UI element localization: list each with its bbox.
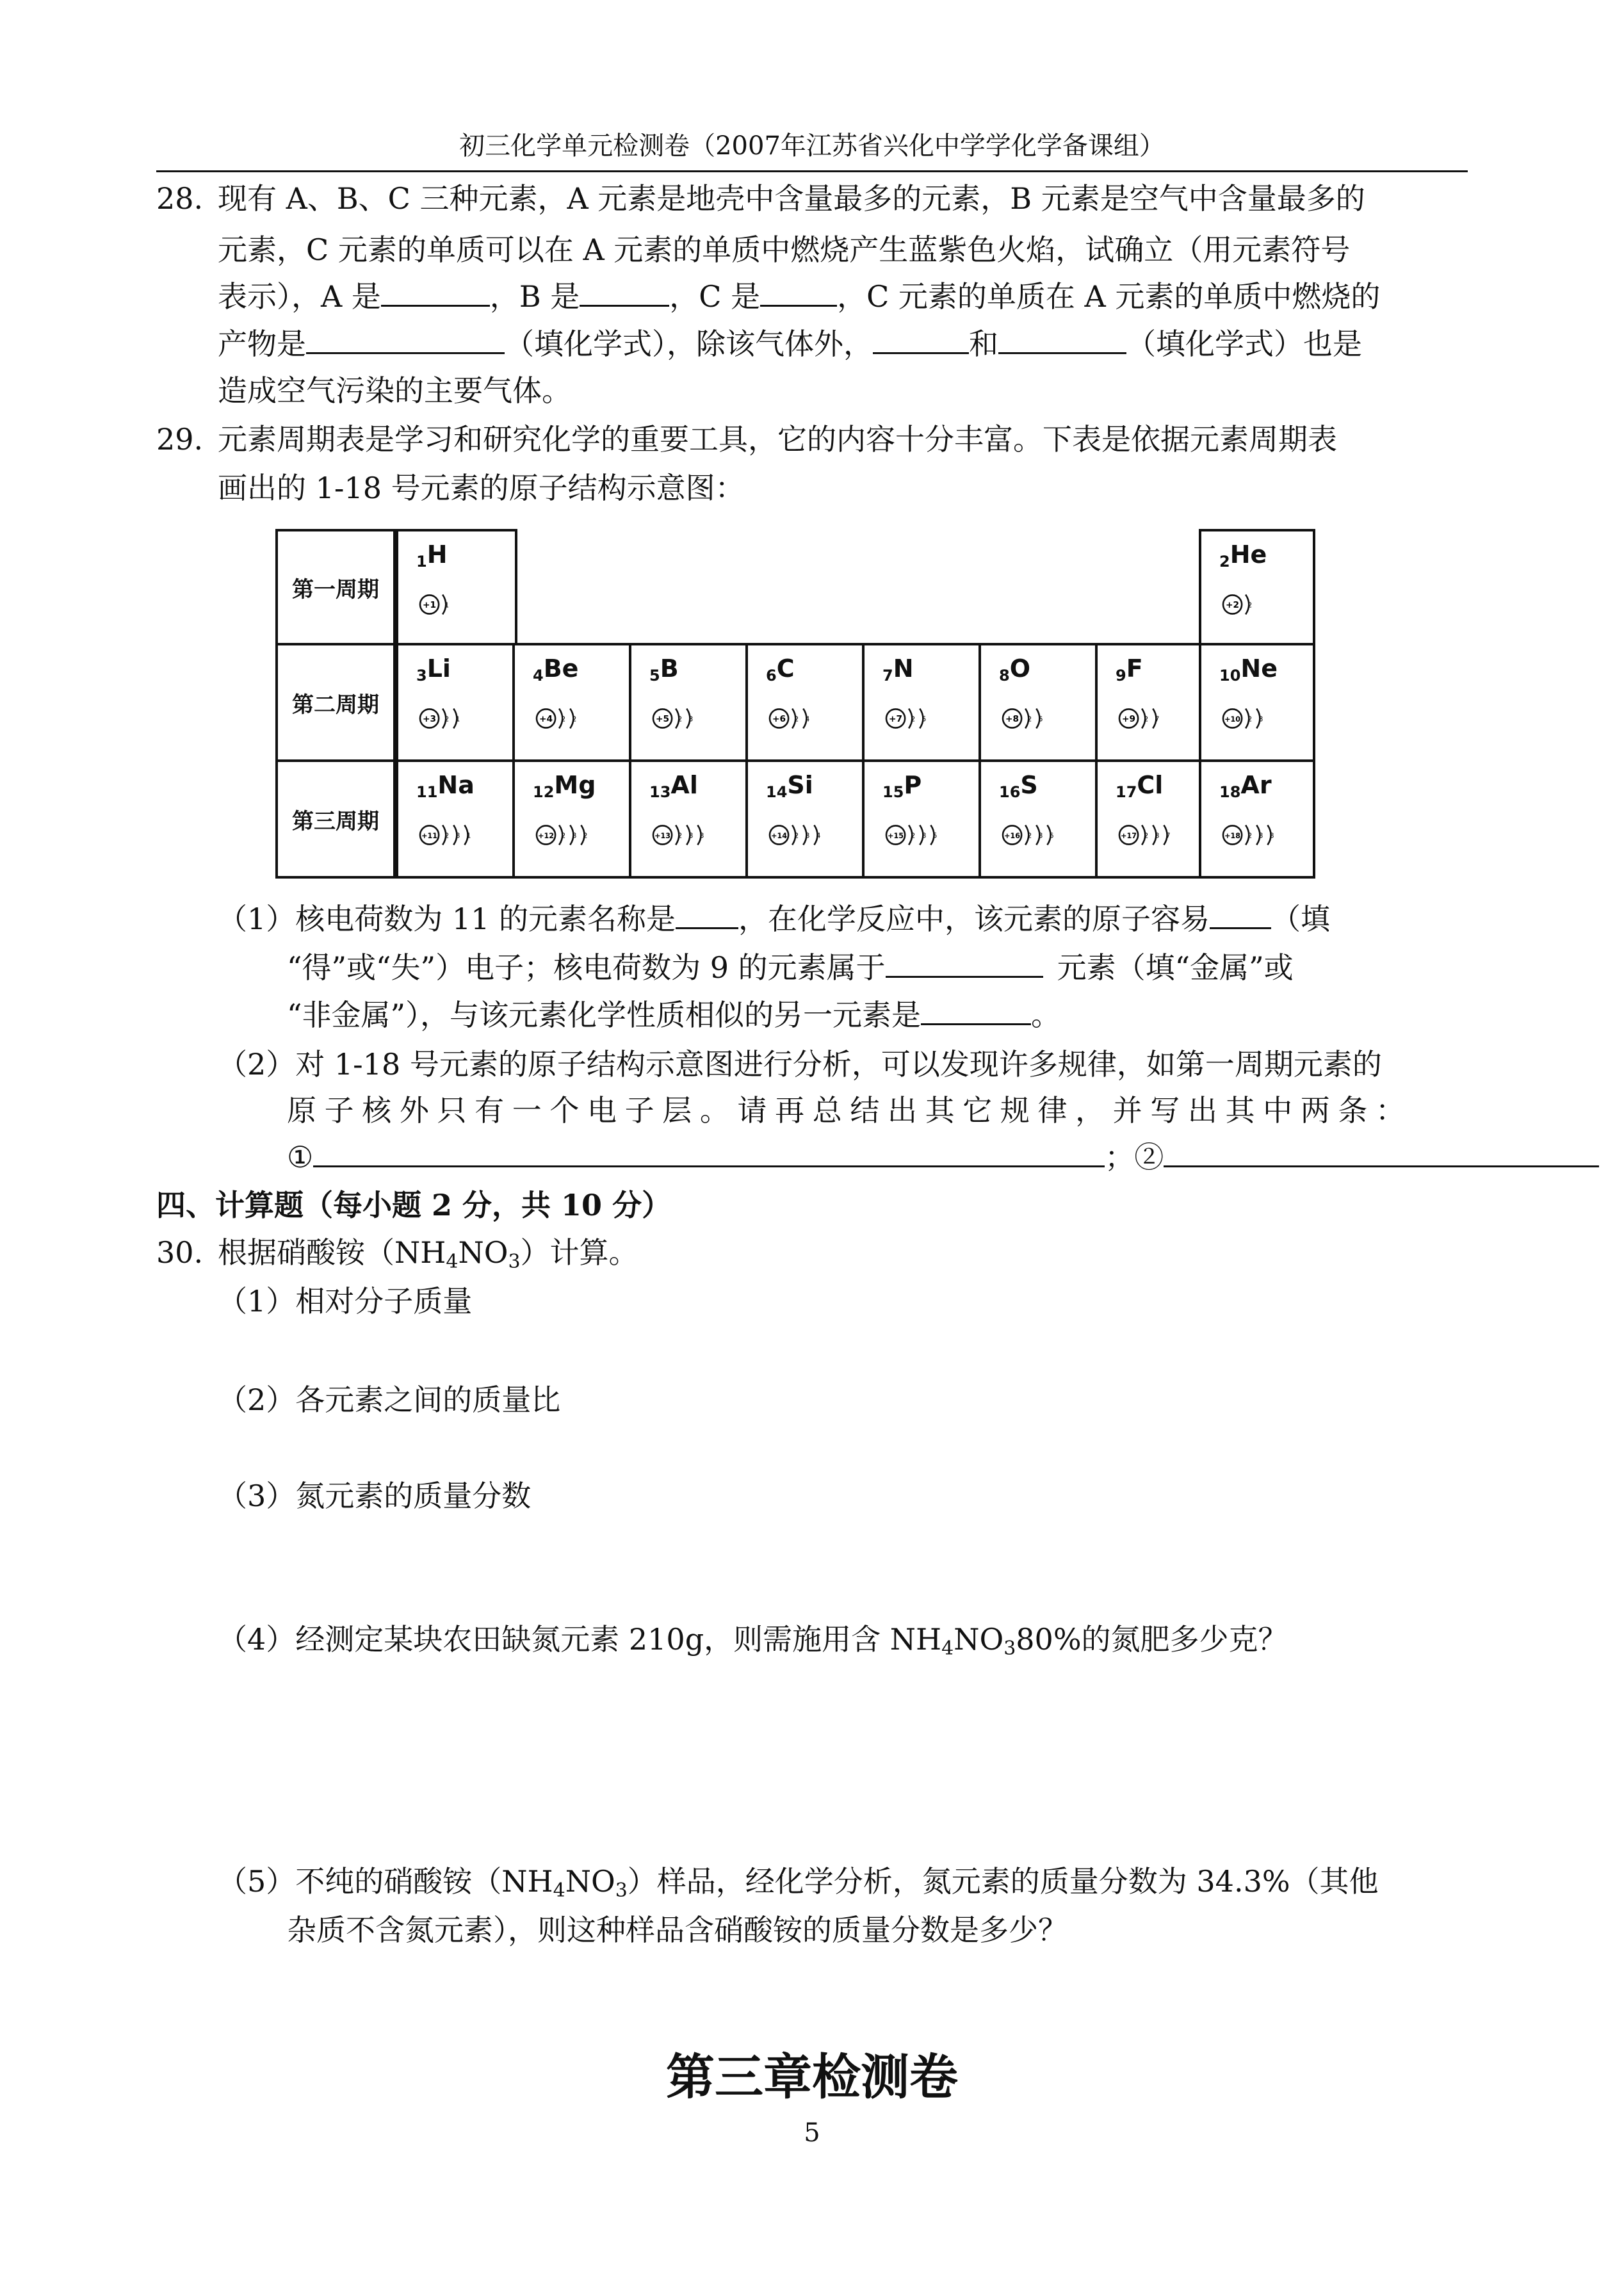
periodic-table <box>275 529 1313 879</box>
q30-text: （4）经测定某块农田缺氮元素 210g，则需施用含 NH <box>218 1622 942 1657</box>
symbol-text: Na <box>437 771 475 799</box>
atomic-number: 11 <box>416 783 438 801</box>
symbol-text: Be <box>543 654 579 683</box>
electron-count: 2 <box>678 832 683 840</box>
electron-count: 7 <box>1155 715 1160 724</box>
element-symbol <box>1116 654 1143 685</box>
q29-part1-line2 <box>287 948 1294 987</box>
electron-count: 6 <box>1049 832 1054 840</box>
electron-count: 2 <box>1247 832 1253 840</box>
answer-blank-product[interactable] <box>306 324 505 354</box>
electron-count: 2 <box>444 832 450 840</box>
electron-count: 2 <box>794 715 799 724</box>
q28-text: ，C 是 <box>669 279 761 314</box>
nucleus-charge: +14 <box>771 832 787 841</box>
q29-text: 元素（填“金属”或 <box>1057 950 1294 985</box>
element-symbol <box>882 771 922 801</box>
symbol-text: Al <box>670 771 698 799</box>
element-symbol <box>766 654 795 685</box>
q28-text: （填化学式）也是 <box>1126 327 1362 361</box>
element-symbol <box>649 771 698 801</box>
nucleus-charge: +18 <box>1224 832 1240 841</box>
q28-text: 产物是 <box>218 327 306 361</box>
element-symbol <box>766 771 813 801</box>
symbol-text: Cl <box>1137 771 1164 799</box>
symbol-text: Li <box>426 654 451 683</box>
electron-count: 8 <box>1038 832 1043 840</box>
atom-structure-diagram <box>882 812 959 858</box>
electron-count: 2 <box>444 715 450 724</box>
atom-structure-diagram <box>1219 812 1296 858</box>
electron-count: 6 <box>1038 715 1043 724</box>
electron-count: 5 <box>922 715 927 724</box>
answer-blank-element-name[interactable] <box>676 899 738 929</box>
atom-structure-diagram <box>533 812 610 858</box>
electron-count: 8 <box>572 832 577 840</box>
q28-line4 <box>218 324 1362 363</box>
answer-blank-metal-type[interactable] <box>886 948 1043 978</box>
electron-count: 2 <box>1247 601 1253 610</box>
atomic-number: 3 <box>416 667 427 685</box>
element-symbol <box>882 654 914 685</box>
electron-count: 2 <box>583 832 588 840</box>
answer-blank-similar-element[interactable] <box>921 995 1031 1025</box>
nucleus-charge: +4 <box>539 714 553 725</box>
electron-count: 3 <box>699 832 704 840</box>
element-cell-f <box>1095 643 1204 762</box>
nucleus-charge: +9 <box>1122 714 1136 725</box>
element-symbol <box>1219 654 1278 685</box>
q30-part5-line2: 杂质不含氮元素），则这种样品含硝酸铵的质量分数是多少？ <box>287 1913 1068 1947</box>
q30-part4 <box>218 1620 1288 1658</box>
answer-blank-c[interactable] <box>760 277 837 307</box>
element-symbol <box>416 771 475 801</box>
element-cell-h <box>396 529 517 645</box>
q30-text: 80%的氮肥多少克？ <box>1016 1622 1288 1657</box>
q28-line1: 现有 A、B、C 三种元素，A 元素是地壳中含量最多的元素，B 元素是空气中含量最多的 <box>218 181 1365 216</box>
electron-count: 8 <box>1258 832 1263 840</box>
q29-text: “非金属”），与该元素化学性质相似的另一元素是 <box>287 998 922 1032</box>
q30-text: NO <box>954 1622 1004 1657</box>
electron-count: 7 <box>1165 832 1171 840</box>
q30-subscript: 3 <box>1003 1637 1016 1660</box>
element-cell-be <box>512 643 634 762</box>
symbol-text: F <box>1126 654 1143 683</box>
atomic-number: 1 <box>416 553 427 571</box>
element-symbol <box>999 654 1030 685</box>
atomic-number: 15 <box>882 783 904 801</box>
symbol-text: N <box>893 654 914 683</box>
atomic-number: 17 <box>1116 783 1137 801</box>
symbol-text: Ar <box>1240 771 1272 799</box>
q30-part5-line1 <box>218 1862 1379 1901</box>
q29-text: （填 <box>1271 902 1331 936</box>
q29-number: 29. <box>156 422 204 457</box>
q29-part2-line1: （2）对 1-18 号元素的原子结构示意图进行分析，可以发现许多规律，如第一周期元素的 <box>218 1047 1382 1082</box>
atom-structure-diagram <box>1116 695 1192 742</box>
symbol-text: Ne <box>1240 654 1278 683</box>
atom-structure-diagram <box>416 581 493 628</box>
answer-blank-rule1[interactable] <box>313 1137 1105 1167</box>
symbol-text: P <box>904 771 922 799</box>
symbol-text: O <box>1009 654 1031 683</box>
symbol-text: C <box>776 654 795 683</box>
electron-count: 8 <box>455 832 460 840</box>
q28-line5: 造成空气污染的主要气体。 <box>218 373 571 408</box>
element-symbol <box>416 540 448 571</box>
element-symbol <box>1116 771 1163 801</box>
electron-count: 2 <box>1027 715 1032 724</box>
row-label-period-2: 第二周期 <box>275 643 396 762</box>
electron-count: 2 <box>1247 715 1253 724</box>
element-cell-he <box>1199 529 1315 645</box>
q29-part2-line2: 原 子 核 外 只 有 一 个 电 子 层 。 请 再 总 结 出 其 它 规 律 ， 并 写 出 其 中 两 条 ： <box>287 1093 1405 1128</box>
element-symbol <box>1219 540 1267 571</box>
symbol-text: He <box>1230 540 1267 569</box>
element-cell-li <box>396 643 517 762</box>
electron-count: 2 <box>572 715 577 724</box>
q29-text: “得”或“失”）电子；核电荷数为 9 的元素属于 <box>287 950 886 985</box>
q28-text: 表示），A 是 <box>218 279 381 314</box>
q28-number: 28. <box>156 181 204 216</box>
atom-structure-diagram <box>416 812 493 858</box>
q28-text: 和 <box>969 327 998 361</box>
atomic-number: 10 <box>1219 667 1241 685</box>
atom-structure-diagram <box>766 695 843 742</box>
element-cell-n <box>862 643 984 762</box>
q28-line3 <box>218 277 1380 316</box>
answer-blank-gas1[interactable] <box>873 324 969 354</box>
answer-blank-a[interactable] <box>381 277 490 307</box>
atomic-number: 4 <box>533 667 544 685</box>
element-cell-s <box>978 759 1100 879</box>
atom-structure-diagram <box>999 695 1076 742</box>
q30-subscript: 3 <box>508 1251 521 1273</box>
nucleus-charge: +17 <box>1121 832 1137 841</box>
nucleus-charge: +12 <box>538 832 554 841</box>
element-cell-o <box>978 643 1100 762</box>
q29-part1-line1 <box>218 899 1330 938</box>
q30-text: （5）不纯的硝酸铵（NH <box>218 1864 553 1899</box>
element-cell-si <box>745 759 867 879</box>
electron-count: 8 <box>922 832 927 840</box>
q30-subscript: 4 <box>553 1879 565 1902</box>
q30-number: 30. <box>156 1235 204 1270</box>
q30-part3: （3）氮元素的质量分数 <box>218 1479 532 1513</box>
electron-count: 8 <box>1269 832 1274 840</box>
q28-line2: 元素，C 元素的单质可以在 A 元素的单质中燃烧产生蓝紫色火焰，试确立（用元素符号 <box>218 232 1351 267</box>
electron-count: 2 <box>911 715 916 724</box>
atom-structure-diagram <box>1219 581 1296 628</box>
chapter-title: 第三章检测卷 <box>666 2048 958 2105</box>
q29-part1-line3 <box>287 995 1060 1034</box>
electron-count: 2 <box>678 715 683 724</box>
electron-count: 2 <box>1144 715 1149 724</box>
row-label-period-3: 第三周期 <box>275 759 396 879</box>
nucleus-charge: +2 <box>1226 600 1240 611</box>
q30-text: ）样品，经化学分析，氮元素的质量分数为 34.3%（其他 <box>627 1864 1379 1899</box>
q29-line2: 画出的 1-18 号元素的原子结构示意图： <box>218 471 745 505</box>
answer-blank-b[interactable] <box>580 277 669 307</box>
atomic-number: 9 <box>1116 667 1126 685</box>
q29-text: ；② <box>1105 1140 1164 1174</box>
element-cell-c <box>745 643 867 762</box>
electron-count: 8 <box>805 832 810 840</box>
element-symbol <box>533 654 578 685</box>
element-cell-na <box>396 759 517 879</box>
atomic-number: 7 <box>882 667 893 685</box>
atomic-number: 8 <box>999 667 1010 685</box>
q30-part2: （2）各元素之间的质量比 <box>218 1383 561 1417</box>
atom-structure-diagram <box>999 812 1076 858</box>
nucleus-charge: +11 <box>421 832 437 841</box>
atom-structure-diagram <box>649 695 726 742</box>
answer-blank-rule2[interactable] <box>1164 1137 1599 1167</box>
atom-structure-diagram <box>649 812 726 858</box>
atom-structure-diagram <box>766 812 843 858</box>
q30-text: NO <box>458 1235 508 1270</box>
electron-count: 1 <box>444 601 450 610</box>
element-cell-b <box>629 643 751 762</box>
q30-intro <box>218 1233 638 1272</box>
nucleus-charge: +16 <box>1004 832 1020 841</box>
electron-count: 2 <box>1144 832 1149 840</box>
atomic-number: 5 <box>649 667 660 685</box>
electron-count: 3 <box>688 715 694 724</box>
symbol-text: Mg <box>554 771 596 799</box>
q29-text: ① <box>287 1140 314 1174</box>
electron-count: 8 <box>1258 715 1263 724</box>
q29-line1: 元素周期表是学习和研究化学的重要工具，它的内容十分丰富。下表是依据元素周期表 <box>218 422 1337 457</box>
atomic-number: 16 <box>999 783 1021 801</box>
electron-count: 1 <box>466 832 471 840</box>
q30-part1: （1）相对分子质量 <box>218 1284 473 1318</box>
electron-count: 2 <box>911 832 916 840</box>
electron-count: 2 <box>1027 832 1032 840</box>
electron-count: 4 <box>816 832 821 840</box>
atomic-number: 2 <box>1219 553 1230 571</box>
atomic-number: 12 <box>533 783 555 801</box>
atom-structure-diagram <box>1116 812 1192 858</box>
q29-part2-line3 <box>287 1137 1599 1176</box>
page-header: 初三化学单元检测卷（2007年江苏省兴化中学学化学备课组） <box>459 131 1165 161</box>
q30-subscript: 4 <box>941 1637 954 1660</box>
nucleus-charge: +3 <box>423 714 437 725</box>
q30-text: ）计算。 <box>520 1235 638 1270</box>
q30-subscript: 3 <box>615 1879 628 1902</box>
q29-text: 。 <box>1031 998 1061 1032</box>
nucleus-charge: +13 <box>654 832 670 841</box>
electron-count: 2 <box>794 832 799 840</box>
electron-count: 4 <box>805 715 810 724</box>
atom-structure-diagram <box>533 695 610 742</box>
symbol-text: Si <box>787 771 813 799</box>
element-symbol <box>416 654 451 685</box>
q29-text: （1）核电荷数为 11 的元素名称是 <box>218 902 676 936</box>
electron-count: 2 <box>561 832 566 840</box>
q28-text: ，B 是 <box>489 279 580 314</box>
electron-count: 8 <box>688 832 694 840</box>
element-symbol <box>533 771 596 801</box>
electron-count: 5 <box>932 832 938 840</box>
atomic-number: 13 <box>649 783 671 801</box>
nucleus-charge: +15 <box>888 832 904 841</box>
atomic-number: 6 <box>766 667 777 685</box>
header-rule <box>156 170 1468 172</box>
row-label-period-1: 第一周期 <box>275 529 396 645</box>
element-cell-ar <box>1199 759 1315 879</box>
atom-structure-diagram <box>416 695 493 742</box>
atom-structure-diagram <box>882 695 959 742</box>
answer-blank-gas2[interactable] <box>998 324 1126 354</box>
element-cell-p <box>862 759 984 879</box>
element-cell-mg <box>512 759 634 879</box>
page-number: 5 <box>804 2118 820 2148</box>
atomic-number: 14 <box>766 783 788 801</box>
element-symbol <box>649 654 679 685</box>
element-cell-ne <box>1199 643 1315 762</box>
nucleus-charge: +8 <box>1005 714 1019 725</box>
symbol-text: H <box>426 540 448 569</box>
atom-structure-diagram <box>1219 695 1296 742</box>
q28-text: （填化学式），除该气体外， <box>505 327 873 361</box>
q30-subscript: 4 <box>446 1251 459 1273</box>
symbol-text: B <box>660 654 679 683</box>
q30-text: 根据硝酸铵（NH <box>218 1235 446 1270</box>
nucleus-charge: +7 <box>889 714 903 725</box>
electron-count: 1 <box>455 715 460 724</box>
symbol-text: S <box>1020 771 1038 799</box>
atomic-number: 18 <box>1219 783 1241 801</box>
q28-text: ，C 元素的单质在 A 元素的单质中燃烧的 <box>837 279 1381 314</box>
element-cell-al <box>629 759 751 879</box>
element-symbol <box>999 771 1038 801</box>
nucleus-charge: +5 <box>656 714 670 725</box>
nucleus-charge: +6 <box>772 714 786 725</box>
electron-count: 8 <box>1155 832 1160 840</box>
q29-text: ，在化学反应中，该元素的原子容易 <box>738 902 1210 936</box>
element-cell-cl <box>1095 759 1204 879</box>
element-symbol <box>1219 771 1272 801</box>
electron-count: 2 <box>561 715 566 724</box>
nucleus-charge: +10 <box>1224 715 1240 724</box>
nucleus-charge: +1 <box>423 600 437 611</box>
answer-blank-gain-lose[interactable] <box>1210 899 1271 929</box>
q30-text: NO <box>565 1864 615 1899</box>
section-title: 四、计算题（每小题 2 分，共 10 分） <box>156 1188 672 1222</box>
